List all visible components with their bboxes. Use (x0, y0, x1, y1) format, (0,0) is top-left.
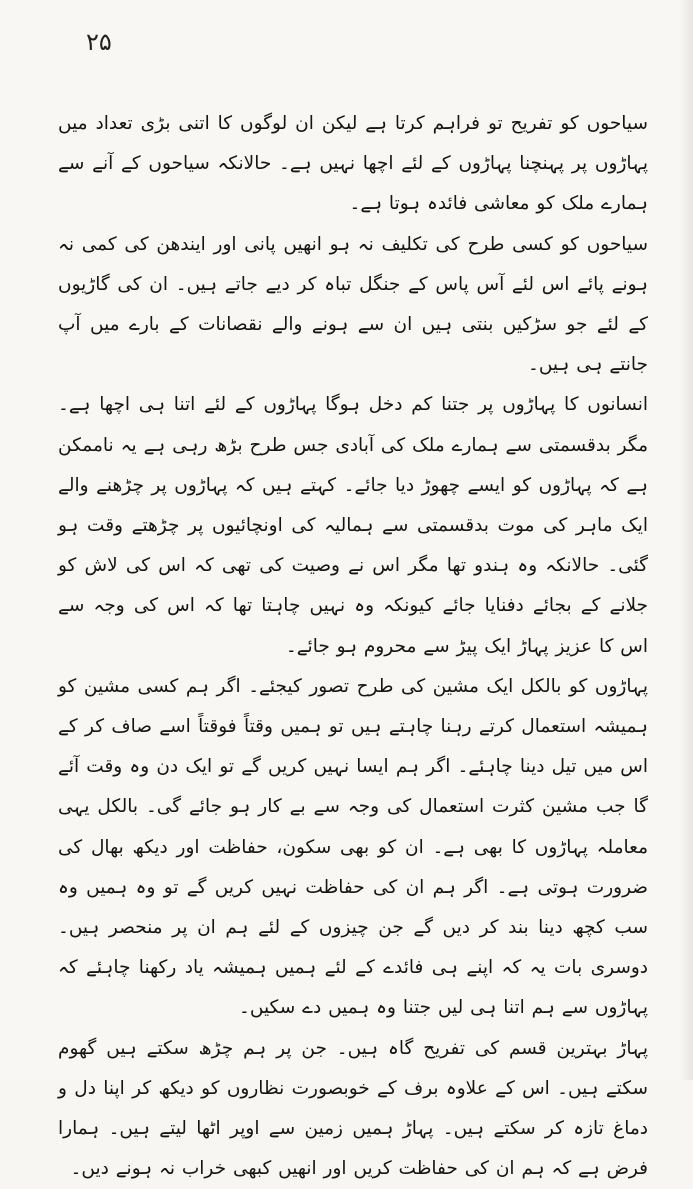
paragraph-2: سیاحوں کو کسی طرح کی تکلیف نہ ہو انھیں پانی اور ایندھن کی کمی نہ ہونے پائے اس لئے آس پاس کے جنگل تباہ کر دیے جاتے ہیں۔ ان کی گاڑیوں کے لئے جو سڑکیں بنتی ہیں ان سے ہونے والے نقصانات کے بارے میں آپ جانتے ہی ہیں۔ (58, 233, 648, 376)
page-content (58, 104, 648, 1189)
paragraph-5: پہاڑ بہترین قسم کی تفریح گاہ ہیں۔ جن پر ہم چڑھ سکتے ہیں گھوم سکتے ہیں۔ اس کے علاوہ برف کے خوبصورت نظاروں کو دیکھ کر اپنا دل و دماغ تازہ کر سکتے ہیں۔ پہاڑ ہمیں زمین سے اوپر اٹھا لیتے ہیں۔ ہمارا فرض ہے کہ ہم ان کی حفاظت کریں اور انھیں کبھی خراب نہ ہونے دیں۔ (58, 1037, 648, 1180)
paragraph-1: سیاحوں کو تفریح تو فراہم کرتا ہے لیکن ان لوگوں کا اتنی بڑی تعداد میں پہاڑوں پر پہنچنا پہاڑوں کے لئے اچھا نہیں ہے۔ حالانکہ سیاحوں کے آنے سے ہمارے ملک کو معاشی فائدہ ہوتا ہے۔ (58, 113, 648, 215)
paragraph-4: پہاڑوں کو بالکل ایک مشین کی طرح تصور کیجئے۔ اگر ہم کسی مشین کو ہمیشہ استعمال کرتے رہنا چاہتے ہیں تو ہمیں وقتاً فوقتاً اسے صاف کر کے اس میں تیل دینا چاہئے۔ اگر ہم ایسا نہیں کریں گے تو ایک دن وہ وقت آئے گا جب مشین کثرت استعمال کی وجہ سے بے کار ہو جائے گی۔ بالکل یہی معاملہ پہاڑوں کا بھی ہے۔ ان کو بھی سکون، حفاظت اور دیکھ بھال کی ضرورت ہوتی ہے۔ اگر ہم ان کی حفاظت نہیں کریں گے تو وہ ہمیں وہ سب کچھ دینا بند کر دیں گے جن چیزوں کے لئے ہم ان پر منحصر ہیں۔ دوسری بات یہ کہ اپنے ہی فائدے کے لئے ہمیں ہمیشہ یاد رکھنا چاہئے کہ پہاڑوں سے ہم اتنا ہی لیں جتنا وہ ہمیں دے سکیں۔ (58, 675, 648, 1019)
page-number: ۲۵ (86, 28, 112, 56)
paragraph-3: انسانوں کا پہاڑوں پر جتنا کم دخل ہوگا پہاڑوں کے لئے اتنا ہی اچھا ہے۔ مگر بدقسمتی سے ہمارے ملک کی آبادی جس طرح بڑھ رہی ہے یہ ناممکن ہے کہ پہاڑوں کو ایسے چھوڑ دیا جائے۔ کہتے ہیں کہ پہاڑوں پر چڑھنے والے ایک ماہر کی موت بدقسمتی سے ہمالیہ کی اونچائیوں پر چڑھتے وقت ہو گئی۔ حالانکہ وہ ہندو تھا مگر اس نے وصیت کی تھی کہ اس کی لاش کو جلانے کے بجائے دفنایا جائے کیونکہ وہ نہیں چاہتا تھا کہ اس کی وجہ سے اس کا عزیز پہاڑ ایک پیڑ سے محروم ہو جائے۔ (58, 394, 648, 657)
